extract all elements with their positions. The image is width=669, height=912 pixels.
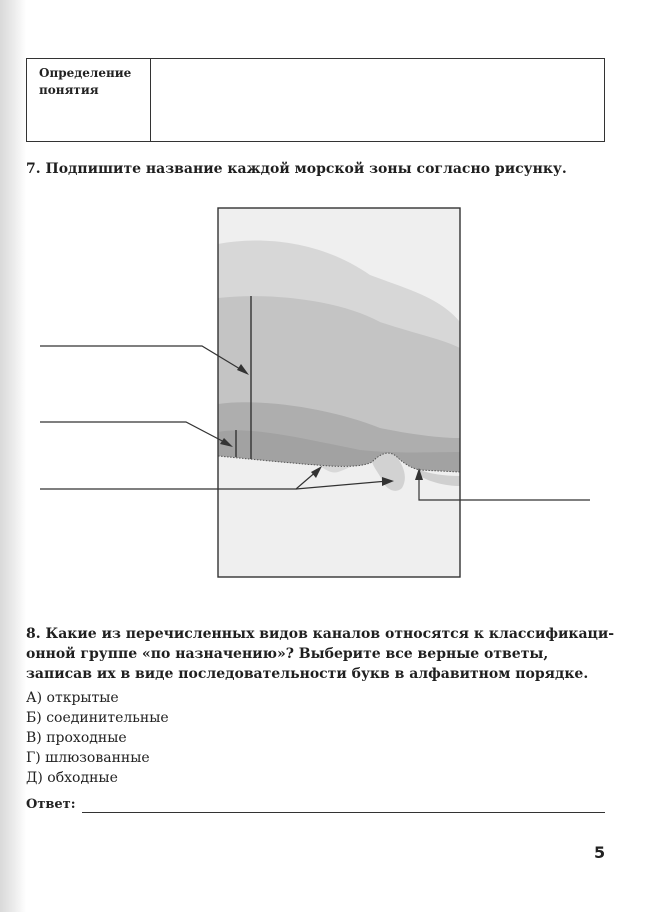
option-a: А) открытые <box>26 690 119 706</box>
option-d: Д) обходные <box>26 770 118 786</box>
page-number: 5 <box>594 843 606 862</box>
definition-table <box>26 58 605 142</box>
option-g: Г) шлюзованные <box>26 750 150 766</box>
question-7-text: 7. Подпишите название каждой морской зоны согласно рисунку. <box>26 161 567 177</box>
question-8-options <box>26 688 169 788</box>
answer-input-line[interactable] <box>82 812 605 813</box>
answer-label: Ответ: <box>26 797 76 812</box>
definition-answer-cell[interactable] <box>151 59 604 141</box>
option-v: В) проходные <box>26 730 127 746</box>
definition-label-cell <box>27 59 151 141</box>
label-pointer-2 <box>40 422 233 447</box>
option-b: Б) соединительные <box>26 710 169 726</box>
marine-zones-figure <box>0 200 669 590</box>
definition-label: Определение понятия <box>39 66 132 97</box>
question-8-text: 8. Какие из перечисленных видов каналов относятся к классификаци-онной группе «по назначению»? Выберите все верные ответы, записав их в виде последовательности букв в алфавитном порядке. <box>26 626 615 682</box>
